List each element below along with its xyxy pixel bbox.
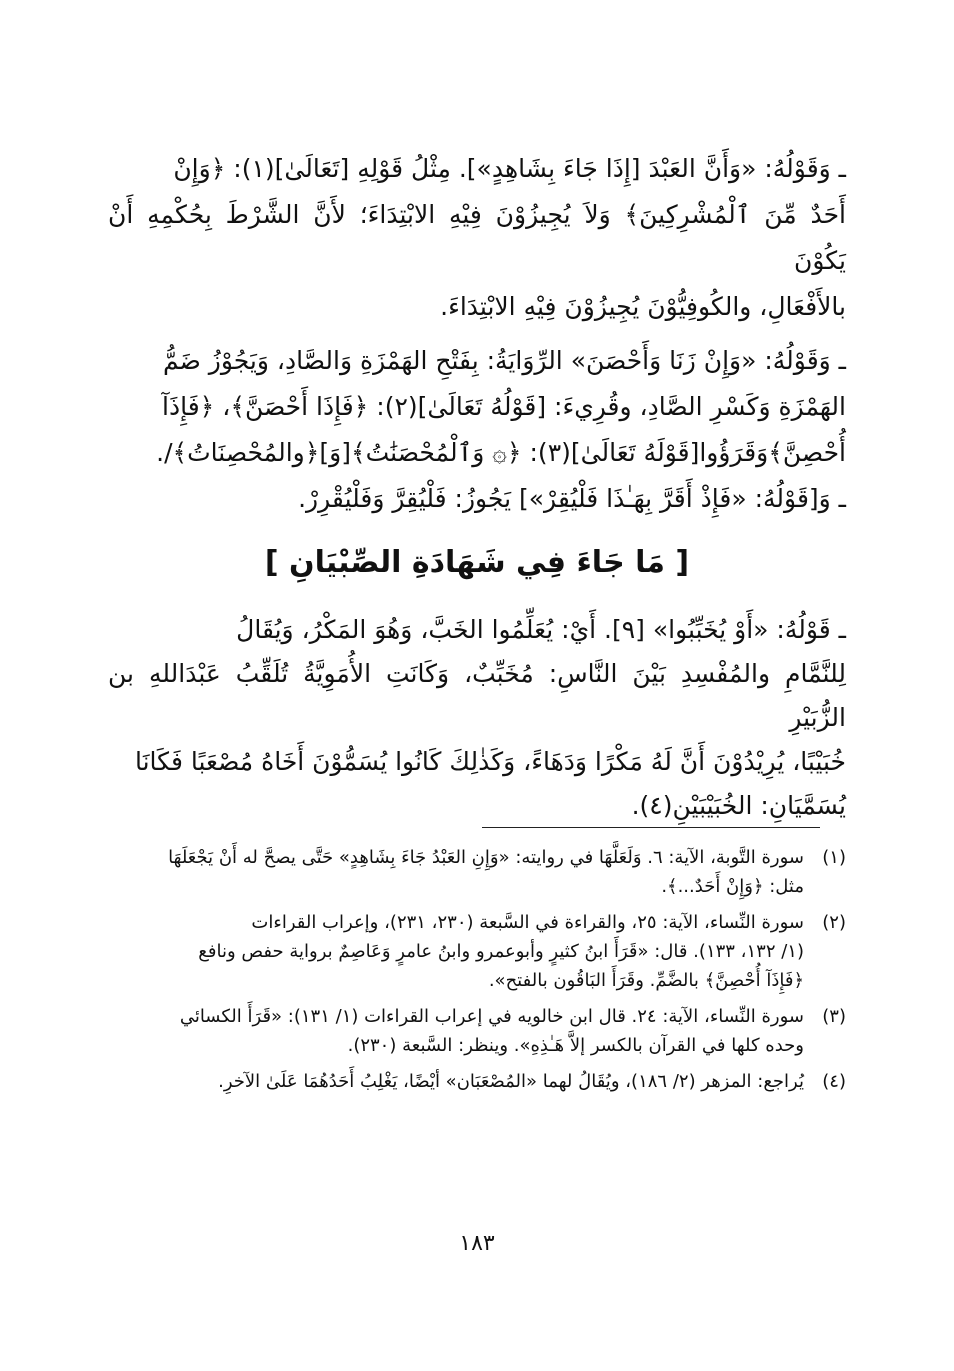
- footnote-number: (١): [822, 847, 846, 868]
- text-line: بالأَفْعَالِ، والكُوفِيُّوْنَ يُجِيزُوْنَ فِيْهِ الابْتِدَاءَ.: [440, 292, 846, 321]
- paragraph-4: [108, 608, 846, 828]
- text-line: ـ قَوْلُهُ: «أَوْ يُخَبِّبُوا» [٩]. أَيْ: يُعَلِّمُوا الخَبَّ، وَهُوَ المَكْرُ، وَيُقَالُ: [236, 615, 846, 644]
- section-body: [108, 608, 846, 828]
- text-line: لِلنَّمَّامِ والمُفْسِدِ بَيْنَ النَّاسِ: مُخَبِّبٌ، وَكَانَتِ الأُمَوِيَّةُ تُلَقِّبُ عَبْدَاللهِ بن الزُّبَيْرِ: [108, 659, 846, 732]
- footnote-line: يُراجع: المزهر (٢/ ١٨٦)، ويُقَالُ لهما «المُصْعَبَان» أيْضًا، يَغْلِبُ أَحَدُهُمَا عَلَىٰ الآخرِ.: [218, 1071, 804, 1092]
- text-line: ـ وَقَوْلُهُ: «وَإِنْ زَنَا وَأَحْصَنَ» الرِّوَايَةُ: بِفَتْحِ الهَمْزَةِ وَالصَّادِ، وَيَجُوْزُ ضَمُّ: [162, 346, 846, 375]
- footnote-line: سورة النِّساء، الآية: ٢٥، والقراءة في السَّبعة (٢٣٠، ٢٣١)، وإعراب القراءات: [251, 912, 804, 933]
- footnote-line: مثل: ﴿وَإِنْ أَحَدٌ...﴾.: [661, 876, 804, 897]
- paragraph-2: [108, 338, 846, 476]
- footnote-line: (١/ ١٣٢، ١٣٣). قال: «قَرَأَ ابنُ كثيرٍ وأبوعمرو وابنُ عامرٍ وَعَاصِمٌ برواية حفص ونافع: [198, 941, 804, 962]
- footnote-number: (٣): [822, 1006, 846, 1027]
- footnote-divider: [482, 827, 820, 828]
- text-line: أُحْصِنَّ﴾وَقَرَؤُوا[قَوْلَهُ تَعَالَىٰ](٣): ﴿۞ وَٱلْمُحْصَنَٰتُ﴾[وَ]﴿والمُحْصِنَاتُ﴾/.: [156, 438, 846, 467]
- footnote: [108, 908, 846, 995]
- text-line: يُسَمَّيَانِ: الخُبَيْبَيْنِ(٤).: [631, 791, 846, 820]
- footnote-text: [108, 1002, 804, 1060]
- paragraph-1: [108, 146, 846, 330]
- section-heading: [ مَا جَاءَ فِي شَهَادَةِ الصِّبْيَانِ ]: [264, 545, 690, 580]
- text-line: ـ وَ[قَوْلُهُ: «فَإِذْ أَقَرَّ بِهَـٰذَا فَلْيُقِرْ»] يَجُوزُ: فَلْيُقِرَّ وَفَلْيُقْرِرْ.: [298, 484, 846, 513]
- footnote: [108, 1002, 846, 1060]
- paragraph-3: [108, 476, 846, 522]
- footnote-line: وحده كلها في القرآن بالكسر إلاَّ هَـٰذِهِ». وينظر: السَّبعة (٢٣٠).: [347, 1035, 804, 1056]
- footnote: [108, 843, 846, 901]
- footnote-number: (٤): [822, 1071, 846, 1092]
- main-text-block: [108, 146, 846, 522]
- footnote-number: (٢): [822, 912, 846, 933]
- text-line: الهَمْزَةِ وَكَسْرِ الصَّادِ، وقُرِيءَ: [قَوْلُهُ تَعَالَىٰ](٢): ﴿فَإِذَا أَحْصَنَّ﴾، ﴿فَإِذَآ: [162, 392, 846, 421]
- text-line: أَحَدٌ مِّنَ ٱلْمُشْرِكِينَ﴾ وَلاَ يُجِيزُوْنَ فِيْهِ الابْتِدَاءَ؛ لأَنَّ الشَّرْطَ بِحُكْمِهِ أَنْ يَكُوْنَ: [108, 200, 846, 275]
- text-line: خُبَيْبًا، يُرِيْدُوْنَ أَنَّ لَهُ مَكْرًا وَدَهَاءً، وَكَذٰلِكَ كَانُوا يُسَمُّوْنَ أَخَاهُ مُصْعَبًا فَكَانَا: [134, 747, 846, 776]
- footnote-text: [108, 843, 804, 901]
- footnote-text: [108, 908, 804, 995]
- footnote-text: [108, 1067, 804, 1096]
- footnote-line: ﴿فَإِذَآ أُحْصِنَّ﴾ بالضَّمِّ. وقَرَأَ البَاقُون بالفتح».: [488, 970, 804, 991]
- footnote-line: سورة النِّساء، الآية: ٢٤. قال ابن خالويه في إعراب القراءات (١/ ١٣١): «قَرَأَ الكسائي: [179, 1006, 804, 1027]
- footnote-line: سورة التَّوبة، الآية: ٦. وَلَعَلَّهَا في روايته: «وَإِنِ العَبْدُ جَاءَ بِشَاهِدٍ» حَتَّى يصحَّ له أَنْ يَجْعَلَهَا: [168, 847, 804, 868]
- footnotes: [108, 843, 846, 1103]
- text-line: ـ وَقَوْلُهُ: «وَأَنَّ العَبْدَ [إِذَا جَاءَ بِشَاهِدٍ»]. مِثْلُ قَوْلِهِ [تَعَالَىٰ](١): ﴿وَإِنْ: [173, 154, 846, 183]
- footnote: [108, 1067, 846, 1096]
- page-number: ١٨٣: [459, 1231, 495, 1256]
